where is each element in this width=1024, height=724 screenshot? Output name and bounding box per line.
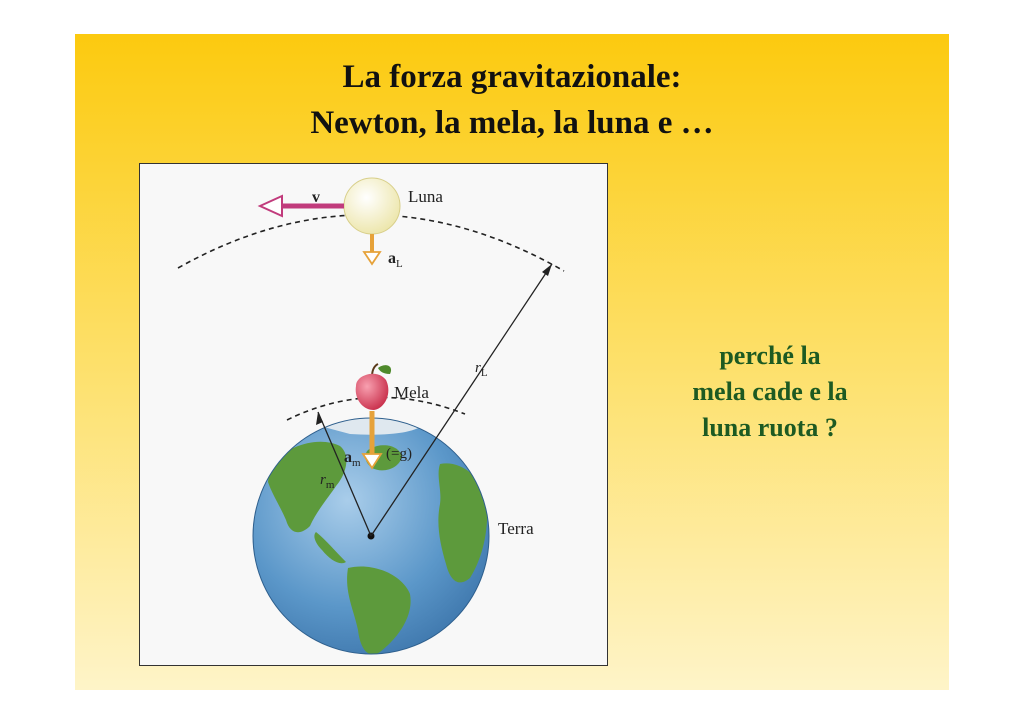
velocity-label: v (312, 189, 320, 206)
moon-radius-label: $r_L$ (475, 360, 488, 379)
gravity-diagram (139, 163, 608, 666)
moon-label: Luna (408, 187, 443, 206)
apple-radius-label: $r_m$ (320, 472, 335, 491)
moon-acc-label: $a_L$ (388, 250, 403, 270)
slide-background (75, 34, 949, 690)
question-line-3: luna ruota ? (702, 413, 838, 442)
title-line-1: La forza gravitazionale: (342, 59, 682, 95)
apple-acc-eq-label: (=g) (386, 446, 412, 462)
slide-title (75, 54, 949, 146)
question-line-2: mela cade e la (692, 377, 848, 406)
title-line-2: Newton, la mela, la luna e … (310, 105, 714, 141)
apple-label: Mela (394, 383, 429, 402)
earth-label: Terra (498, 519, 534, 538)
diagram-svg (140, 164, 607, 665)
question-line-1: perché la (719, 341, 821, 370)
apple-acc-label: $a_m$ (344, 449, 361, 469)
moon-icon (344, 178, 400, 234)
question-text (650, 338, 890, 446)
